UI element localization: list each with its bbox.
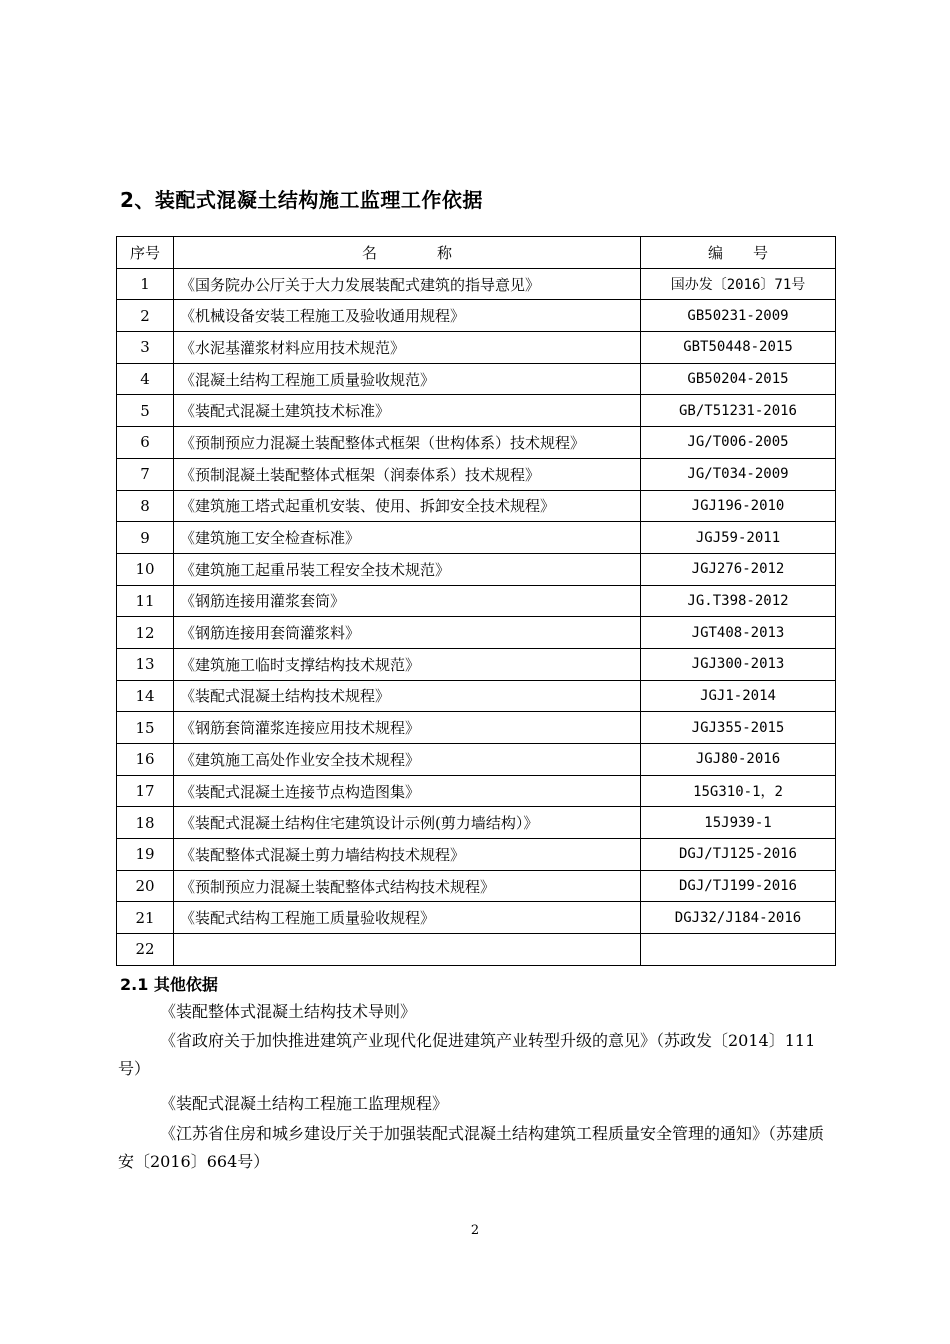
cell-name: 《钢筋连接用套筒灌浆料》 <box>174 617 641 649</box>
section-heading: 2、装配式混凝土结构施工监理工作依据 <box>120 188 483 212</box>
cell-num: 16 <box>117 744 174 776</box>
cell-code: GB50204-2015 <box>641 363 836 395</box>
table-row <box>117 300 836 332</box>
cell-code: DGJ32/J184-2016 <box>641 902 836 934</box>
cell-name: 《钢筋连接用灌浆套筒》 <box>174 585 641 617</box>
table-row <box>117 332 836 364</box>
table-row <box>117 427 836 459</box>
cell-num: 17 <box>117 775 174 807</box>
paragraph-2: 《省政府关于加快推进建筑产业现代化促进建筑产业转型升级的意见》（苏政发〔2014〕111号） <box>118 1031 816 1078</box>
header-num: 序号 <box>117 237 174 269</box>
cell-num: 14 <box>117 680 174 712</box>
cell-code: DGJ/TJ125-2016 <box>641 839 836 871</box>
cell-name: 《预制预应力混凝土装配整体式框架（世构体系）技术规程》 <box>174 427 641 459</box>
cell-num: 5 <box>117 395 174 427</box>
cell-num: 6 <box>117 427 174 459</box>
cell-num: 1 <box>117 268 174 300</box>
cell-code: GB/T51231-2016 <box>641 395 836 427</box>
cell-name: 《装配式混凝土结构技术规程》 <box>174 680 641 712</box>
cell-name: 《预制混凝土装配整体式框架（润泰体系）技术规程》 <box>174 458 641 490</box>
table-row <box>117 490 836 522</box>
table-row <box>117 680 836 712</box>
cell-code: GB50231-2009 <box>641 300 836 332</box>
cell-name <box>174 934 641 966</box>
cell-name: 《水泥基灌浆材料应用技术规范》 <box>174 332 641 364</box>
table-row <box>117 712 836 744</box>
table-row <box>117 363 836 395</box>
cell-code: DGJ/TJ199-2016 <box>641 870 836 902</box>
cell-num: 12 <box>117 617 174 649</box>
page-number: 2 <box>470 1223 480 1238</box>
cell-code: JGJ80-2016 <box>641 744 836 776</box>
table-body <box>117 268 836 965</box>
table-row <box>117 744 836 776</box>
cell-num: 8 <box>117 490 174 522</box>
cell-name: 《预制预应力混凝土装配整体式结构技术规程》 <box>174 870 641 902</box>
cell-num: 15 <box>117 712 174 744</box>
header-name: 名 称 <box>174 237 641 269</box>
cell-name: 《混凝土结构工程施工质量验收规范》 <box>174 363 641 395</box>
cell-name: 《钢筋套筒灌浆连接应用技术规程》 <box>174 712 641 744</box>
cell-name: 《机械设备安装工程施工及验收通用规程》 <box>174 300 641 332</box>
cell-num: 21 <box>117 902 174 934</box>
paragraph-4: 《江苏省住房和城乡建设厅关于加强装配式混凝土结构建筑工程质量安全管理的通知》（苏建质安〔2016〕664号） <box>118 1124 825 1171</box>
cell-num: 11 <box>117 585 174 617</box>
cell-num: 10 <box>117 553 174 585</box>
cell-num: 4 <box>117 363 174 395</box>
cell-name: 《国务院办公厅关于大力发展装配式建筑的指导意见》 <box>174 268 641 300</box>
cell-name: 《装配式结构工程施工质量验收规程》 <box>174 902 641 934</box>
cell-code: JGJ1-2014 <box>641 680 836 712</box>
cell-code: JGJ355-2015 <box>641 712 836 744</box>
cell-code: JGJ59-2011 <box>641 522 836 554</box>
table-row <box>117 807 836 839</box>
table-row <box>117 934 836 966</box>
cell-code: JGJ276-2012 <box>641 553 836 585</box>
paragraph-3: 《装配式混凝土结构工程施工监理规程》 <box>160 1094 449 1113</box>
cell-num: 22 <box>117 934 174 966</box>
table-row <box>117 870 836 902</box>
cell-num: 19 <box>117 839 174 871</box>
cell-name: 《建筑施工安全检查标准》 <box>174 522 641 554</box>
cell-code: JG.T398-2012 <box>641 585 836 617</box>
table-row <box>117 648 836 680</box>
table-row <box>117 839 836 871</box>
table-row <box>117 617 836 649</box>
cell-code: 15G310-1，2 <box>641 775 836 807</box>
cell-code: 15J939-1 <box>641 807 836 839</box>
cell-name: 《建筑施工塔式起重机安装、使用、拆卸安全技术规程》 <box>174 490 641 522</box>
cell-num: 2 <box>117 300 174 332</box>
cell-num: 7 <box>117 458 174 490</box>
table-row <box>117 268 836 300</box>
cell-code: JGJ196-2010 <box>641 490 836 522</box>
table-row <box>117 395 836 427</box>
cell-code: GBT50448-2015 <box>641 332 836 364</box>
paragraph-1: 《装配整体式混凝土结构技术导则》 <box>160 1002 417 1021</box>
cell-name: 《建筑施工起重吊装工程安全技术规范》 <box>174 553 641 585</box>
subsection-heading: 2.1 其他依据 <box>120 975 218 994</box>
cell-name: 《装配式混凝土建筑技术标准》 <box>174 395 641 427</box>
table-row <box>117 553 836 585</box>
cell-num: 3 <box>117 332 174 364</box>
cell-code <box>641 934 836 966</box>
table-header-row <box>117 237 836 269</box>
cell-num: 9 <box>117 522 174 554</box>
cell-code: JG/T034-2009 <box>641 458 836 490</box>
table-row <box>117 522 836 554</box>
cell-name: 《装配整体式混凝土剪力墙结构技术规程》 <box>174 839 641 871</box>
cell-num: 18 <box>117 807 174 839</box>
table-row <box>117 585 836 617</box>
table-row <box>117 458 836 490</box>
reference-table <box>116 236 836 966</box>
cell-code: 国办发〔2016〕71号 <box>641 268 836 300</box>
cell-name: 《建筑施工临时支撑结构技术规范》 <box>174 648 641 680</box>
cell-code: JG/T006-2005 <box>641 427 836 459</box>
table-row <box>117 902 836 934</box>
cell-num: 13 <box>117 648 174 680</box>
cell-name: 《装配式混凝土结构住宅建筑设计示例(剪力墙结构）》 <box>174 807 641 839</box>
cell-code: JGT408-2013 <box>641 617 836 649</box>
cell-num: 20 <box>117 870 174 902</box>
cell-name: 《建筑施工高处作业安全技术规程》 <box>174 744 641 776</box>
cell-name: 《装配式混凝土连接节点构造图集》 <box>174 775 641 807</box>
table-row <box>117 775 836 807</box>
cell-code: JGJ300-2013 <box>641 648 836 680</box>
header-code: 编 号 <box>641 237 836 269</box>
